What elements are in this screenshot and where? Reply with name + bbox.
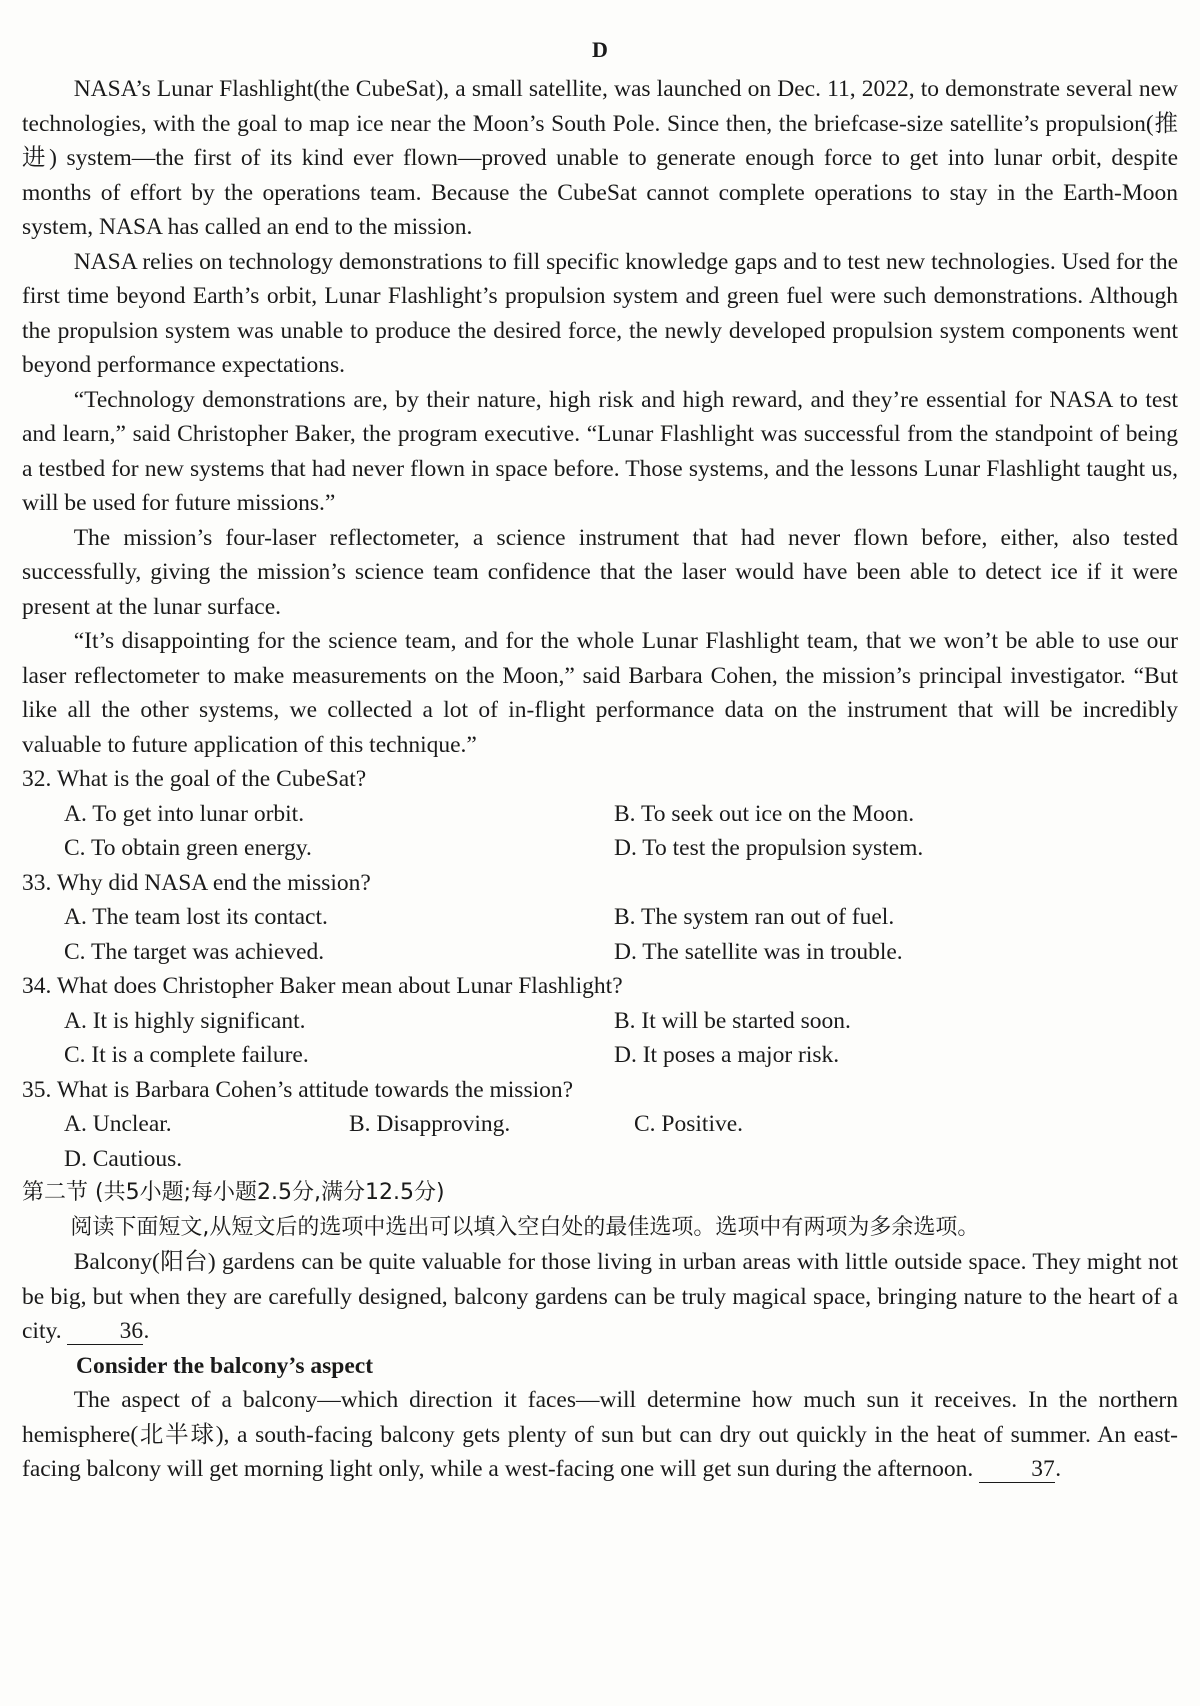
option-a: A. Unclear. bbox=[64, 1111, 172, 1137]
question-stem: 34. What does Christopher Baker mean about Lunar Flashlight? bbox=[22, 973, 623, 999]
option-a: A. It is highly significant. bbox=[64, 1007, 306, 1034]
option-d: D. The satellite was in trouble. bbox=[614, 938, 903, 965]
section-2-header: 第二节 (共5小题;每小题2.5分,满分12.5分) bbox=[22, 1180, 445, 1205]
period: . bbox=[1055, 1456, 1062, 1482]
option-b: B. The system ran out of fuel. bbox=[614, 904, 895, 930]
question-stem: 33. Why did NASA end the mission? bbox=[22, 869, 371, 896]
passage-paragraph-2: NASA relies on technology demonstrations to fill specific knowledge gaps and to test new technologies. Used for the first time beyond Earth’s orbit, Lunar Flashlight’s propulsion system and green fuel were such demonstrations. Although the propulsion system was unable to produce the desired force, the newly developed propulsion system components went beyond performance expectations. bbox=[22, 248, 1178, 378]
section-2-paragraph-2 bbox=[22, 1383, 1178, 1487]
passage-paragraph-3: “Technology demonstrations are, by their nature, high risk and high reward, and they’re essential for NASA to test and learn,” said Christopher Baker, the program executive. “Lunar Flashlight was successful from the standpoint of being a testbed for new systems that had never flown in space before. Those systems, and the lessons Lunar Flashlight taught us, will be used for future missions.” bbox=[22, 386, 1178, 516]
option-a: A. The team lost its contact. bbox=[64, 904, 328, 930]
question-32 bbox=[22, 762, 1178, 866]
section-2-instruction: 阅读下面短文,从短文后的选项中选出可以填入空白处的最佳选项。选项中有两项为多余选项。 bbox=[70, 1214, 980, 1240]
question-stem: 35. What is Barbara Cohen’s attitude towards the mission? bbox=[22, 1076, 574, 1103]
question-35 bbox=[22, 1073, 1178, 1177]
section-letter: D bbox=[592, 37, 608, 62]
section-2-paragraph-1 bbox=[22, 1245, 1178, 1349]
paragraph-text: Balcony(阳台) gardens can be quite valuable for those living in urban areas with little outside space. They might not be big, but when they are carefully designed, balcony gardens can be truly magical space, bringing nature to the heart of a city. bbox=[22, 1249, 1178, 1344]
passage-paragraph-4: The mission’s four-laser reflectometer, a science instrument that had never flown before, either, also tested successfully, giving the mission’s science team confidence that the laser would have been able to detect ice if it were present at the lunar surface. bbox=[22, 524, 1178, 620]
option-c: C. It is a complete failure. bbox=[64, 1042, 309, 1068]
option-d: D. It poses a major risk. bbox=[614, 1042, 840, 1068]
passage-paragraph-5: “It’s disappointing for the science team, and for the whole Lunar Flashlight team, that we won’t be able to use our laser reflectometer to make measurements on the Moon,” said Barbara Cohen, the mission’s principal investigator. “But like all the other systems, we collected a lot of in-flight performance data on the instrument that will be incredibly valuable to future application of this technique.” bbox=[22, 628, 1178, 758]
section-2-subheading: Consider the balcony’s aspect bbox=[76, 1352, 374, 1379]
option-c: C. To obtain green energy. bbox=[64, 835, 312, 861]
passage-paragraph-1: NASA’s Lunar Flashlight(the CubeSat), a small satellite, was launched on Dec. 11, 2022, to demonstrate several new technologies, with the goal to map ice near the Moon’s South Pole. Since then, the briefcase-size satellite’s propulsion(推进) system—the first of its kind ever flown—proved unable to generate enough force to get into lunar orbit, despite months of effort by the operations team. Because the CubeSat cannot complete operations to stay in the Earth-Moon system, NASA has called an end to the mission. bbox=[22, 76, 1178, 240]
question-options bbox=[22, 900, 1178, 969]
option-b: B. It will be started soon. bbox=[614, 1007, 851, 1034]
question-34 bbox=[22, 969, 1178, 1073]
paragraph-text: The aspect of a balcony—which direction it faces—will determine how much sun it receives. In the northern hemisphere(北半球), a south-facing balcony gets plenty of sun but can dry out quickly in the heat of summer. An east-facing balcony will get morning light only, while a west-facing one will get sun during the afternoon. bbox=[22, 1387, 1178, 1482]
exam-page bbox=[22, 38, 1178, 1487]
option-c: C. The target was achieved. bbox=[64, 938, 325, 965]
question-options bbox=[22, 797, 1178, 866]
option-d: D. To test the propulsion system. bbox=[614, 835, 924, 861]
option-b: B. Disapproving. bbox=[349, 1111, 511, 1137]
question-33 bbox=[22, 866, 1178, 970]
question-stem: 32. What is the goal of the CubeSat? bbox=[22, 766, 367, 792]
answer-blank-36: 36 bbox=[67, 1318, 143, 1345]
option-c: C. Positive. bbox=[634, 1111, 744, 1137]
question-options bbox=[22, 1004, 1178, 1073]
option-a: A. To get into lunar orbit. bbox=[64, 800, 305, 827]
answer-blank-37: 37 bbox=[979, 1456, 1055, 1483]
option-b: B. To seek out ice on the Moon. bbox=[614, 800, 915, 827]
option-d: D. Cautious. bbox=[64, 1145, 183, 1172]
question-options bbox=[22, 1107, 1178, 1176]
period: . bbox=[143, 1318, 150, 1344]
